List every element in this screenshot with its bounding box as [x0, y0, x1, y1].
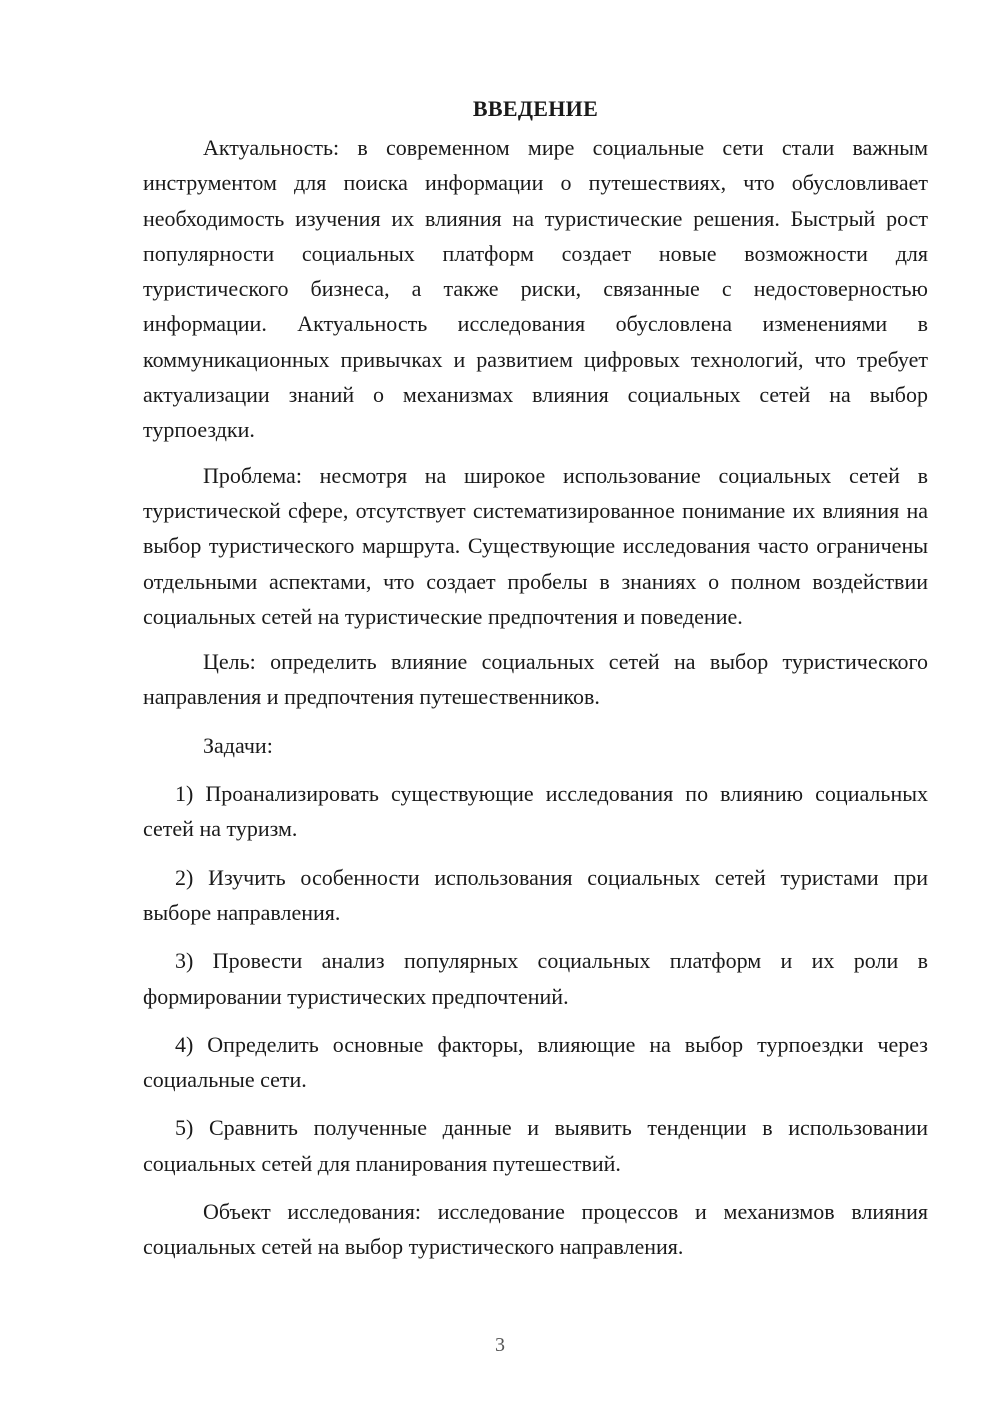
relevance-paragraph: Актуальность: в современном мире социальные сети стали важным инструментом для поиска информации о путешествиях, что обусловливает необходимость изучения их влияния на туристические решения. Быстрый рост популярности социальных платформ создает новые возможности для туристического бизнеса, а также риски, связанные с недостоверностью информации. Актуальность исследования обусловлена изменениями в коммуникационных привычках и развитием цифровых технологий, что требует актуализации знаний о механизмах влияния социальных сетей на выбор турпоездки.: [143, 135, 928, 443]
document-page: [143, 92, 928, 1265]
task-item-1: 1) Проанализировать существующие исследования по влиянию социальных сетей на туризм.: [143, 781, 928, 842]
task-item-5: 5) Сравнить полученные данные и выявить тенденции в использовании социальных сетей для планирования путешествий.: [143, 1115, 928, 1176]
goal-paragraph: Цель: определить влияние социальных сетей на выбор туристического направления и предпочтения путешественников.: [143, 649, 928, 710]
task-item-2: 2) Изучить особенности использования социальных сетей туристами при выборе направления.: [143, 864, 928, 925]
section-title: ВВЕДЕНИЕ: [472, 96, 599, 121]
task-item-3: 3) Провести анализ популярных социальных платформ и их роли в формировании туристических предпочтений.: [143, 948, 928, 1009]
page-number: 3: [495, 1334, 505, 1356]
tasks-heading: Задачи:: [203, 732, 273, 758]
object-paragraph: Объект исследования: исследование процессов и механизмов влияния социальных сетей на выбор туристического направления.: [143, 1199, 928, 1260]
problem-paragraph: Проблема: несмотря на широкое использование социальных сетей в туристической сфере, отсутствует систематизированное понимание их влияния на выбор туристического маршрута. Существующие исследования часто ограничены отдельными аспектами, что создает пробелы в знаниях о полном воздействии социальных сетей на туристические предпочтения и поведение.: [143, 462, 928, 629]
task-item-4: 4) Определить основные факторы, влияющие на выбор турпоездки через социальные сети.: [143, 1031, 928, 1093]
